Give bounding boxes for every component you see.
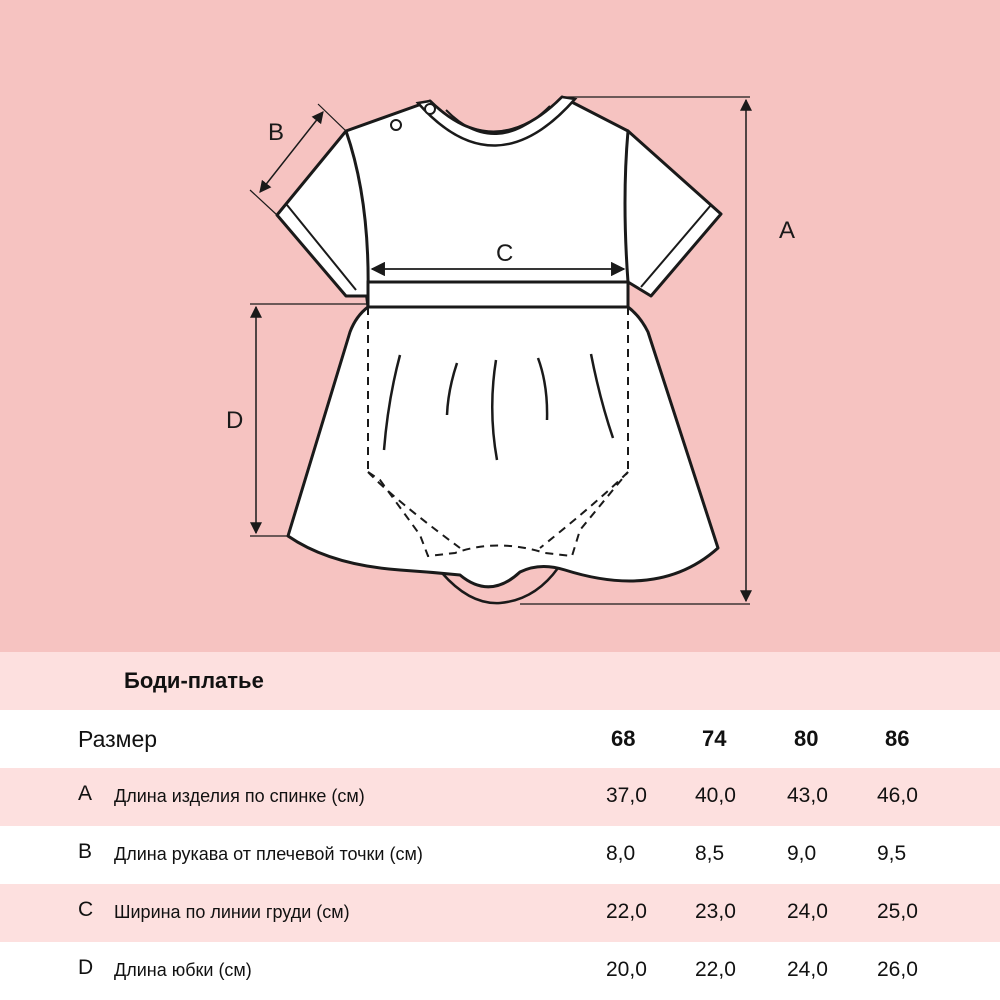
table-title: Боди-платье [124,668,264,693]
table-cell: 23,0 [695,900,736,923]
table-cell: 37,0 [606,784,647,807]
dimension-a-label: A [779,217,796,244]
table-cell: 22,0 [695,958,736,981]
table-cell: 40,0 [695,784,736,807]
table-cell: 26,0 [877,958,918,981]
table-row [0,942,1000,1000]
table-row [0,884,1000,942]
table-cell: 20,0 [606,958,647,981]
row-letter: B [78,840,93,863]
size-column-header: 80 [794,726,819,751]
row-description: Ширина по линии груди (см) [114,902,350,922]
table-title-row [0,652,1000,710]
size-column-header: 68 [611,726,636,751]
table-cell: 9,5 [877,842,907,865]
table-cell: 8,5 [695,842,725,865]
table-cell: 8,0 [606,842,636,865]
table-header-row [0,710,1000,768]
row-description: Длина юбки (см) [114,960,252,980]
table-cell: 24,0 [787,900,828,923]
size-header: Размер [78,726,158,752]
bodice-outline [346,97,628,307]
table-cell: 25,0 [877,900,918,923]
right-sleeve [625,131,721,296]
row-description: Длина рукава от плечевой точки (см) [114,844,423,864]
snap-button [425,104,435,114]
table-cell: 46,0 [877,784,918,807]
table-cell: 22,0 [606,900,647,923]
table-cell: 43,0 [787,784,828,807]
snap-button [391,120,401,130]
size-column-header: 74 [702,726,727,751]
row-description: Длина изделия по спинке (см) [114,786,365,806]
waistband [368,282,628,307]
table-row [0,768,1000,826]
dimension-c-label: C [496,240,514,267]
skirt-outline [288,307,718,587]
row-letter: D [78,956,94,979]
size-table [0,652,1000,1000]
dimension-d-label: D [226,407,244,434]
table-row [0,826,1000,884]
row-letter: C [78,898,94,921]
row-letter: A [78,782,93,805]
size-column-header: 86 [885,726,910,751]
table-cell: 24,0 [787,958,828,981]
table-cell: 9,0 [787,842,817,865]
left-sleeve [277,131,368,296]
dimension-b-label: B [268,119,285,146]
